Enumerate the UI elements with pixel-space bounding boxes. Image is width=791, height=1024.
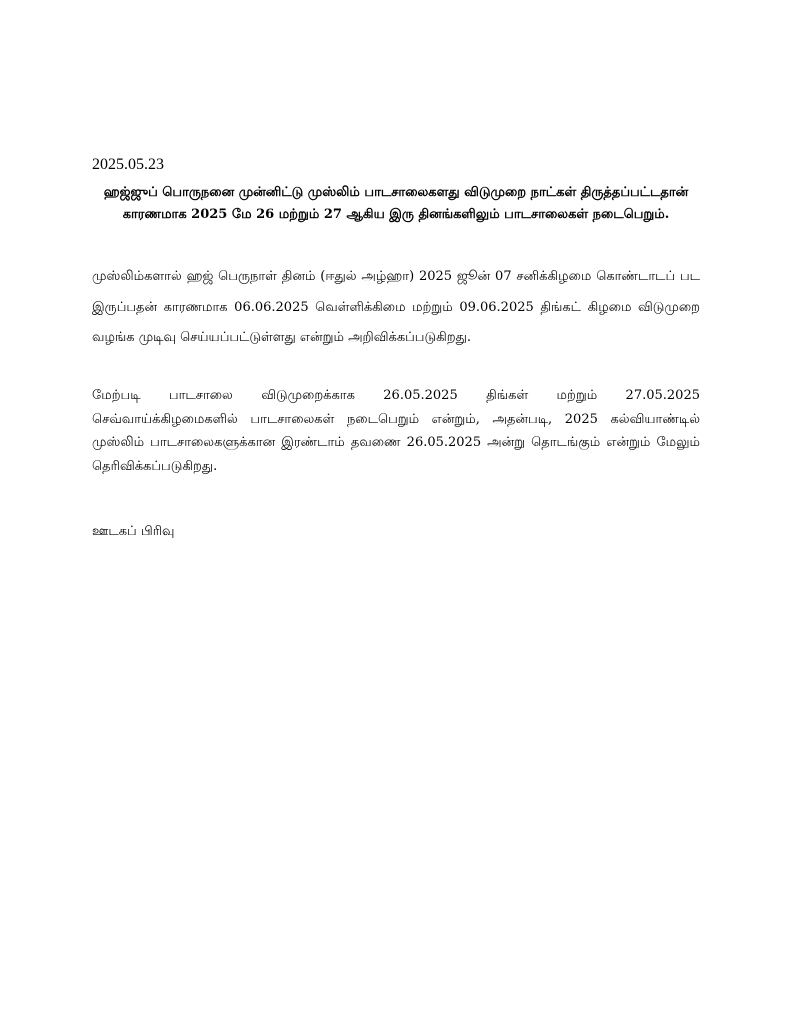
body-paragraph-1: முஸ்லிம்களால் ஹஜ் பெருநாள் தினம் (ஈதுல் அழ்ஹா) 2025 ஜூன் 07 சனிக்கிழமை கொண்டாடப் பட இருப்பதன் காரணமாக 06.06.2025 வெள்ளிக்கிமை மற்றும் 09.06.2025 திங்கட் கிழமை விடுமுறை வழங்க முடிவு செய்யப்பட்டுள்ளது என்றும் அறிவிக்கப்படுகிறது.: [92, 269, 700, 345]
document-date: 2025.05.23: [92, 156, 164, 173]
document-heading: ஹஜ்ஜுப் பொருநனை முன்னிட்டு முஸ்லிம் பாடசாலைகளது விடுமுறை நாட்கள் திருத்தப்பட்டதான் காரணமாக 2025 மே 26 மற்றும் 27 ஆகிய இரு தினங்களிலும் பாடசாலைகள் நடைபெறும்.: [103, 185, 689, 222]
media-division-signature: ஊடகப் பிரிவு: [92, 524, 175, 539]
body-paragraph-2: மேற்படி பாடசாலை விடுமுறைக்காக 26.05.2025 திங்கள் மற்றும் 27.05.2025 செவ்வாய்க்கிழமைகளில் பாடசாலைகள் நடைபெறும் என்றும், அதன்படி, 2025 கல்வியாண்டில் முஸ்லிம் பாடசாலைகளுக்கான இரண்டாம் தவணை 26.05.2025 அன்று தொடங்கும் என்றும் மேலும் தெரிவிக்கப்படுகிறது.: [92, 388, 700, 474]
